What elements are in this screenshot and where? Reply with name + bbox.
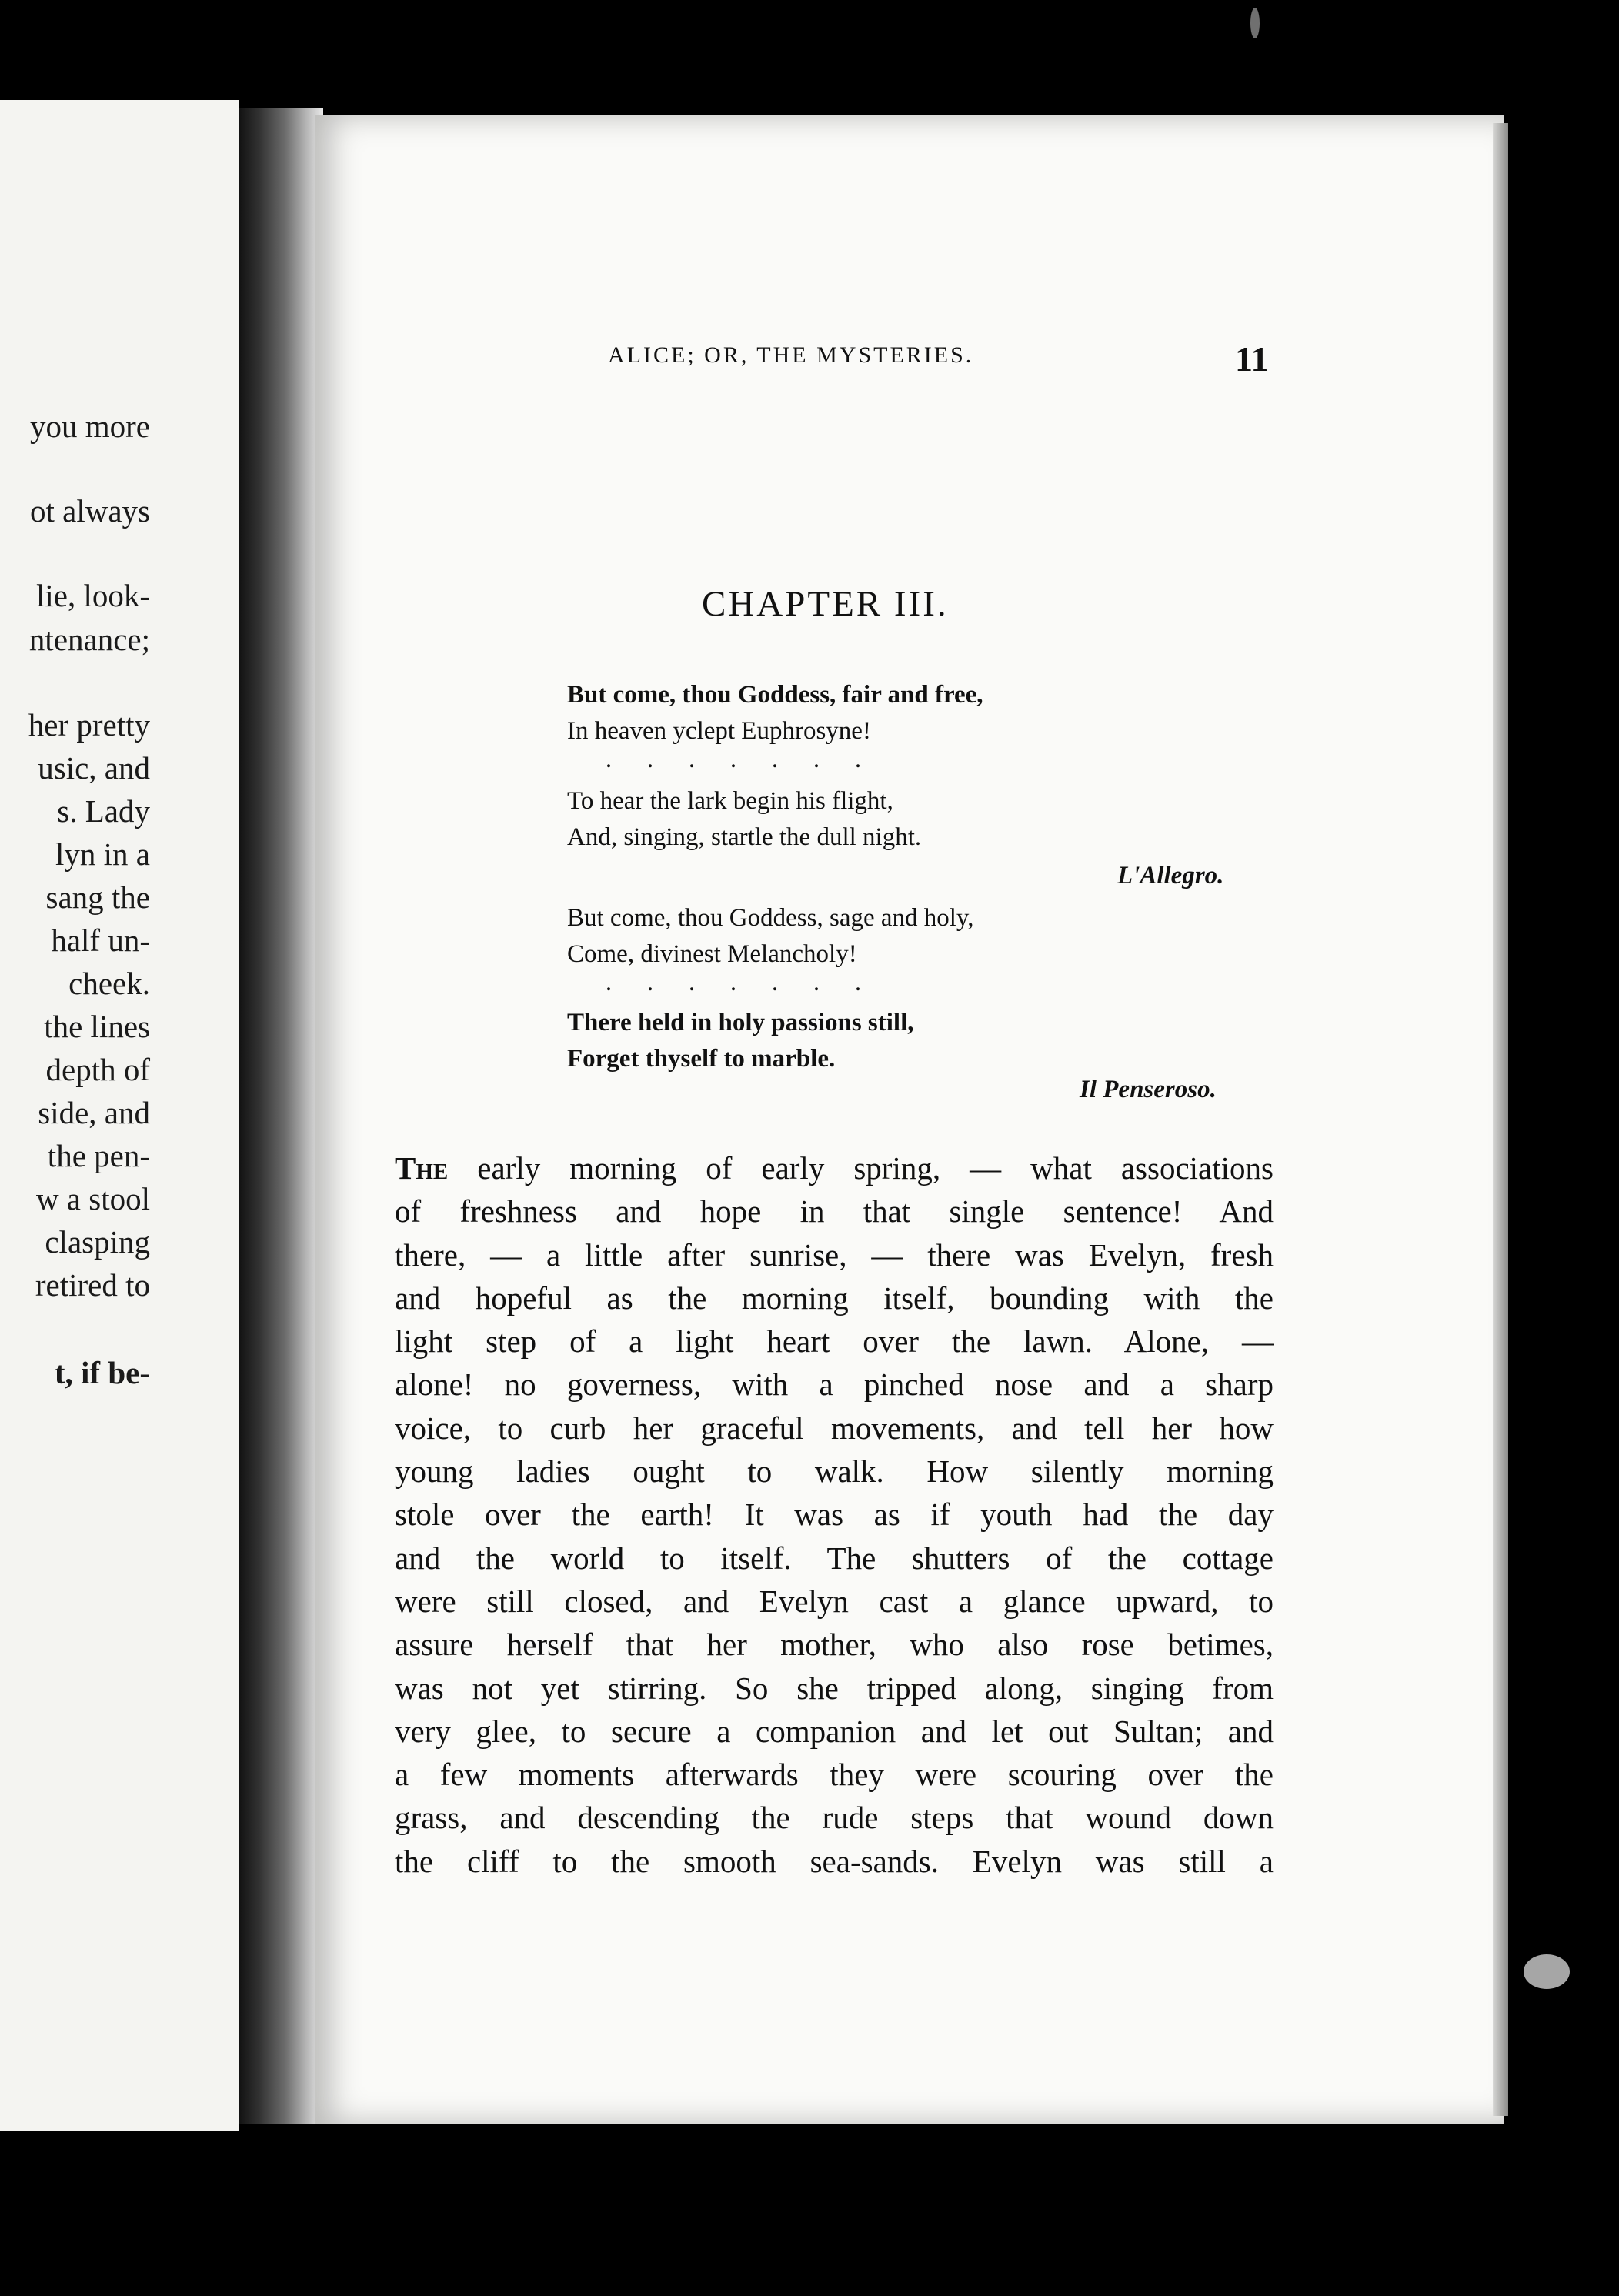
- verse-line: There held in holy passions still,: [567, 1009, 914, 1036]
- verse-line: But come, thou Goddess, sage and holy,: [567, 904, 974, 932]
- left-page-text-line: her pretty: [28, 707, 150, 743]
- body-line: voice, to curb her graceful movements, and tell her how: [395, 1410, 1274, 1446]
- page-edge: [1493, 123, 1508, 2116]
- left-page-text-line: s. Lady: [57, 793, 150, 829]
- body-line: was not yet stirring. So she tripped along, singing from: [395, 1670, 1274, 1706]
- left-page-text-line: the lines: [44, 1009, 150, 1044]
- verse-line: Come, divinest Melancholy!: [567, 940, 857, 968]
- verse-line: And, singing, startle the dull night.: [567, 823, 922, 851]
- epigraph-stanza: [567, 783, 921, 856]
- left-page-text-line: ntenance;: [28, 622, 150, 657]
- left-page-text-line: t, if be-: [54, 1355, 150, 1390]
- epigraph-stanza: [567, 900, 974, 973]
- body-line: a few moments afterwards they were scouring over the: [395, 1757, 1274, 1793]
- body-line: assure herself that her mother, who also rose betimes,: [395, 1627, 1274, 1663]
- body-line: [395, 1146, 1274, 1190]
- epigraph-stanza: [567, 1005, 914, 1077]
- body-line: were still closed, and Evelyn cast a glance upward, to: [395, 1583, 1274, 1619]
- left-page-text-line: retired to: [35, 1267, 150, 1303]
- verse-line: In heaven yclept Euphrosyne!: [567, 717, 871, 745]
- epigraph-attribution: Il Penseroso.: [1080, 1076, 1217, 1103]
- running-header: ALICE; OR, THE MYSTERIES.: [608, 342, 974, 368]
- scan-artifact: [1250, 8, 1260, 38]
- body-line: alone! no governess, with a pinched nose and a sharp: [395, 1367, 1274, 1403]
- left-facing-page: [0, 100, 239, 2131]
- page-number: 11: [1235, 339, 1269, 379]
- epigraph-stanza: [567, 677, 983, 749]
- epigraph-attribution: L'Allegro.: [1117, 862, 1224, 889]
- ellipsis-row: . . . . . . .: [605, 968, 862, 996]
- body-line: young ladies ought to walk. How silently morning: [395, 1453, 1274, 1490]
- left-page-text-line: w a stool: [35, 1181, 150, 1216]
- left-page-text-line: usic, and: [38, 750, 150, 786]
- body-line: the cliff to the smooth sea-sands. Evelyn was still a: [395, 1843, 1274, 1879]
- body-line-text: early morning of early spring, — what associations: [448, 1150, 1274, 1186]
- body-line: and hopeful as the morning itself, bounding with the: [395, 1280, 1274, 1316]
- left-page-text-line: half un-: [51, 923, 150, 958]
- left-page-text-line: depth of: [45, 1052, 150, 1087]
- chapter-body: [395, 1146, 1274, 1883]
- left-page-text-line: ot always: [30, 493, 150, 529]
- body-line: there, — a little after sunrise, — there was Evelyn, fresh: [395, 1236, 1274, 1273]
- body-line: very glee, to secure a companion and let out Sultan; and: [395, 1713, 1274, 1749]
- verse-line: Forget thyself to marble.: [567, 1045, 836, 1073]
- ellipsis-row: . . . . . . .: [605, 745, 862, 773]
- book-gutter-shadow: [239, 108, 323, 2124]
- verse-line: But come, thou Goddess, fair and free,: [567, 681, 983, 709]
- body-line: grass, and descending the rude steps that wound down: [395, 1800, 1274, 1836]
- body-line: light step of a light heart over the lawn. Alone, —: [395, 1323, 1274, 1360]
- left-page-text-line: lyn in a: [55, 836, 150, 872]
- scan-artifact: [1524, 1954, 1570, 1989]
- verse-line: To hear the lark begin his flight,: [567, 787, 893, 815]
- body-line: and the world to itself. The shutters of the cottage: [395, 1540, 1274, 1576]
- left-page-text-line: cheek.: [68, 966, 150, 1001]
- left-page-text-line: you more: [30, 409, 150, 444]
- left-page-text-line: the pen-: [47, 1138, 150, 1173]
- body-line: of freshness and hope in that single sentence! And: [395, 1193, 1274, 1230]
- left-page-text-line: side, and: [38, 1095, 150, 1130]
- left-page-text-line: sang the: [45, 879, 150, 915]
- left-page-text-line: lie, look-: [35, 578, 150, 613]
- drop-lead-word: The: [395, 1150, 449, 1186]
- chapter-title: CHAPTER III.: [702, 584, 949, 624]
- left-page-text-line: clasping: [45, 1224, 150, 1260]
- body-line: stole over the earth! It was as if youth had the day: [395, 1497, 1274, 1533]
